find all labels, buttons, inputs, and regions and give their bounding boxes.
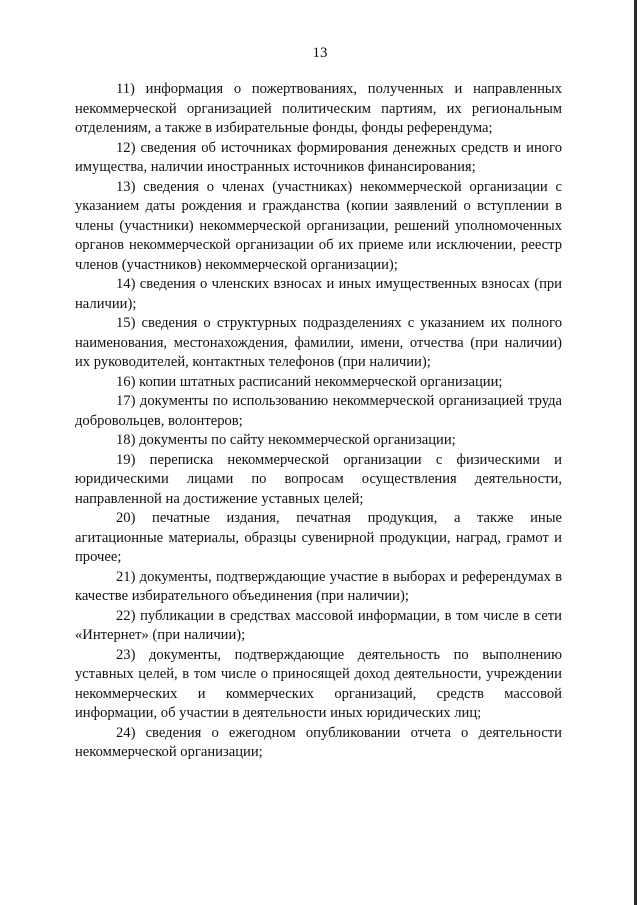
list-item-16: 16) копии штатных расписаний некоммерческой организации; (116, 373, 503, 390)
list-item-15: 15) сведения о структурных подразделениях с указанием их полного наименования, местонахождения, фамилии, имени, отчества (при наличии) их руководителей, контактных телефонов (при наличии); (75, 315, 562, 370)
document-body (75, 80, 562, 763)
list-item-19: 19) переписка некоммерческой организации с физическими и юридическими лицами по вопросам осуществления деятельности, направленной на достижение уставных целей; (75, 451, 562, 507)
list-item-13: 13) сведения о членах (участниках) некоммерческой организации с указанием даты рождения и гражданства (копии заявлений о вступлении в члены (участники) некоммерческой организации, решений уполномоченных органов некоммерческой организации об их приеме или исключении, реестр членов (участников) некоммерческой организации); (75, 178, 562, 273)
list-item-22: 22) публикации в средствах массовой информации, в том числе в сети «Интернет» (при наличии); (75, 607, 562, 643)
list-item-14: 14) сведения о членских взносах и иных имущественных взносах (при наличии); (75, 276, 562, 312)
list-item-23: 23) документы, подтверждающие деятельность по выполнению уставных целей, в том числе о приносящей доход деятельности, учреждении некоммерческих и коммерческих организаций, средств массовой информации, об участии в деятельности иных юридических лиц; (75, 646, 562, 721)
list-item-17: 17) документы по использованию некоммерческой организацией труда добровольцев, волонтеров; (75, 393, 562, 429)
list-item-20: 20) печатные издания, печатная продукция, а также иные агитационные материалы, образцы сувенирной продукции, наград, грамот и прочее; (75, 510, 562, 565)
page-number: 13 (312, 45, 328, 61)
list-item-12: 12) сведения об источниках формирования денежных средств и иного имущества, наличии иностранных источников финансирования; (75, 139, 562, 175)
list-item-21: 21) документы, подтверждающие участие в выборах и референдумах в качестве избирательного объединения (при наличии); (75, 568, 562, 604)
list-item-11: 11) информация о пожертвованиях, полученных и направленных некоммерческой организацией политическим партиям, их региональным отделениям, а также в избирательные фонды, фонды референдума; (75, 81, 562, 136)
list-item-18: 18) документы по сайту некоммерческой организации; (116, 432, 456, 448)
list-item-24: 24) сведения о ежегодном опубликовании отчета о деятельности некоммерческой организации; (75, 724, 562, 760)
